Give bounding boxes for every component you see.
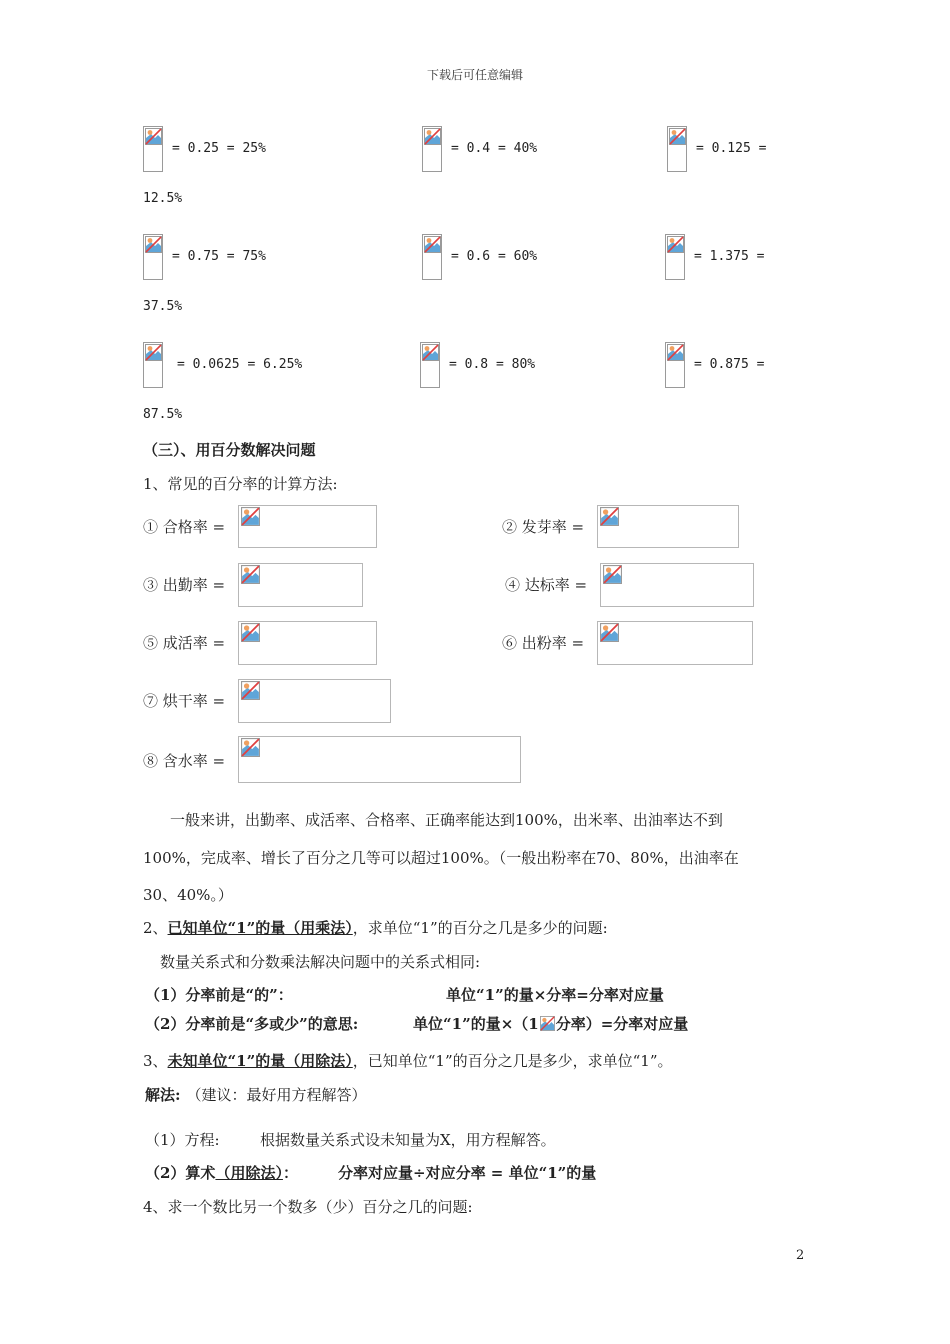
rule-2-label: （2）分率前是“多或少”的意思: [145,1015,359,1033]
broken-image-icon [603,565,622,584]
fraction-image [143,126,163,172]
rate-label-drying: ⑦ 烘干率 = [143,692,226,710]
method-2-formula: 分率对应量÷对应分率 = 单位“1”的量 [338,1164,597,1182]
broken-image-icon [424,236,441,253]
rate-label-qualified: ① 合格率 = [143,518,226,536]
paragraph-line: 100%，完成率、增长了百分之几等可以超过100%。（一般出粉率在70、80%，出油率在 [143,849,739,867]
page-number: 2 [796,1248,805,1263]
broken-image-icon [667,344,684,361]
item-4-heading: 4、求一个数比另一个数多（少）百分之几的问题: [143,1198,473,1216]
conversion-equation: = 1.375 = [694,249,765,264]
fraction-image [143,342,163,388]
conversion-equation: = 0.75 = 75% [172,249,266,264]
method-1-text: 根据数量关系式设未知量为X，用方程解答。 [260,1131,556,1149]
broken-image-icon [422,344,439,361]
item-2-key: 已知单位“1”的量（用乘法） [167,919,353,937]
conversion-equation: = 0.8 = 80% [449,357,536,372]
formula-image [238,679,391,723]
fraction-image [665,342,685,388]
item-2-sub: 数量关系式和分数乘法解决问题中的关系式相同: [160,953,481,971]
formula-image [238,736,521,783]
conversion-equation: = 0.125 = [696,141,767,156]
item-3-heading: 3、未知单位“1”的量（用除法），已知单位“1”的百分之几是多少，求单位“1”。 [143,1052,673,1070]
conversion-wrap: 12.5% [143,191,183,206]
formula-image [597,621,753,665]
broken-image-icon [600,507,619,526]
section-title: （三）、用百分数解决问题 [143,441,316,459]
item-1-heading: 1、常见的百分率的计算方法: [143,475,338,493]
conversion-wrap: 87.5% [143,407,183,422]
formula-image [238,621,377,665]
rate-label-water: ⑧ 含水率 = [143,752,226,770]
rate-label-attendance: ③ 出勤率 = [143,576,226,594]
conversion-wrap: 37.5% [143,299,183,314]
fraction-image [422,234,442,280]
formula-image [597,505,739,548]
fraction-image [422,126,442,172]
fraction-image [665,234,685,280]
page-header: 下载后可任意编辑 [426,68,523,82]
rate-label-survival: ⑤ 成活率 = [143,634,226,652]
broken-image-icon [241,681,260,700]
method-2-label: （2）算术（用除法）： [145,1164,298,1182]
rate-label-germination: ② 发芽率 = [502,518,585,536]
fraction-image [143,234,163,280]
paragraph-line: 30、40%。） [143,886,233,904]
broken-image-icon [145,344,162,361]
broken-image-icon [241,507,260,526]
broken-image-icon [540,1016,555,1031]
broken-image-icon [241,565,260,584]
rate-label-flour: ⑥ 出粉率 = [502,634,585,652]
formula-image [600,563,754,607]
item-2-heading: 2、已知单位“1”的量（用乘法），求单位“1”的百分之几是多少的问题: [143,919,608,937]
conversion-equation: = 0.4 = 40% [451,141,538,156]
broken-image-icon [600,623,619,642]
formula-image [238,505,377,548]
broken-image-icon [667,236,684,253]
conversion-equation: = 0.875 = [694,357,765,372]
rule-2-formula: 单位“1”的量×（1 分率）=分率对应量 [413,1015,689,1033]
conversion-equation: = 0.0625 = 6.25% [177,357,303,372]
method-line: 解法: （建议：最好用方程解答） [145,1086,367,1104]
broken-image-icon [241,623,260,642]
broken-image-icon [145,128,162,145]
formula-image [238,563,363,607]
method-1-label: （1）方程: [145,1131,220,1149]
rule-1-formula: 单位“1”的量×分率=分率对应量 [446,986,664,1004]
rule-1-label: （1）分率前是“的”： [145,986,293,1004]
broken-image-icon [145,236,162,253]
conversion-equation: = 0.6 = 60% [451,249,538,264]
item-3-key: 未知单位“1”的量（用除法） [167,1052,353,1070]
broken-image-icon [669,128,686,145]
paragraph-line: 一般来讲，出勤率、成活率、合格率、正确率能达到100%，出米率、出油率达不到 [170,811,723,829]
fraction-image [667,126,687,172]
broken-image-icon [424,128,441,145]
broken-image-icon [241,738,260,757]
rate-label-standard: ④ 达标率 = [505,576,588,594]
fraction-image [420,342,440,388]
conversion-equation: = 0.25 = 25% [172,141,266,156]
